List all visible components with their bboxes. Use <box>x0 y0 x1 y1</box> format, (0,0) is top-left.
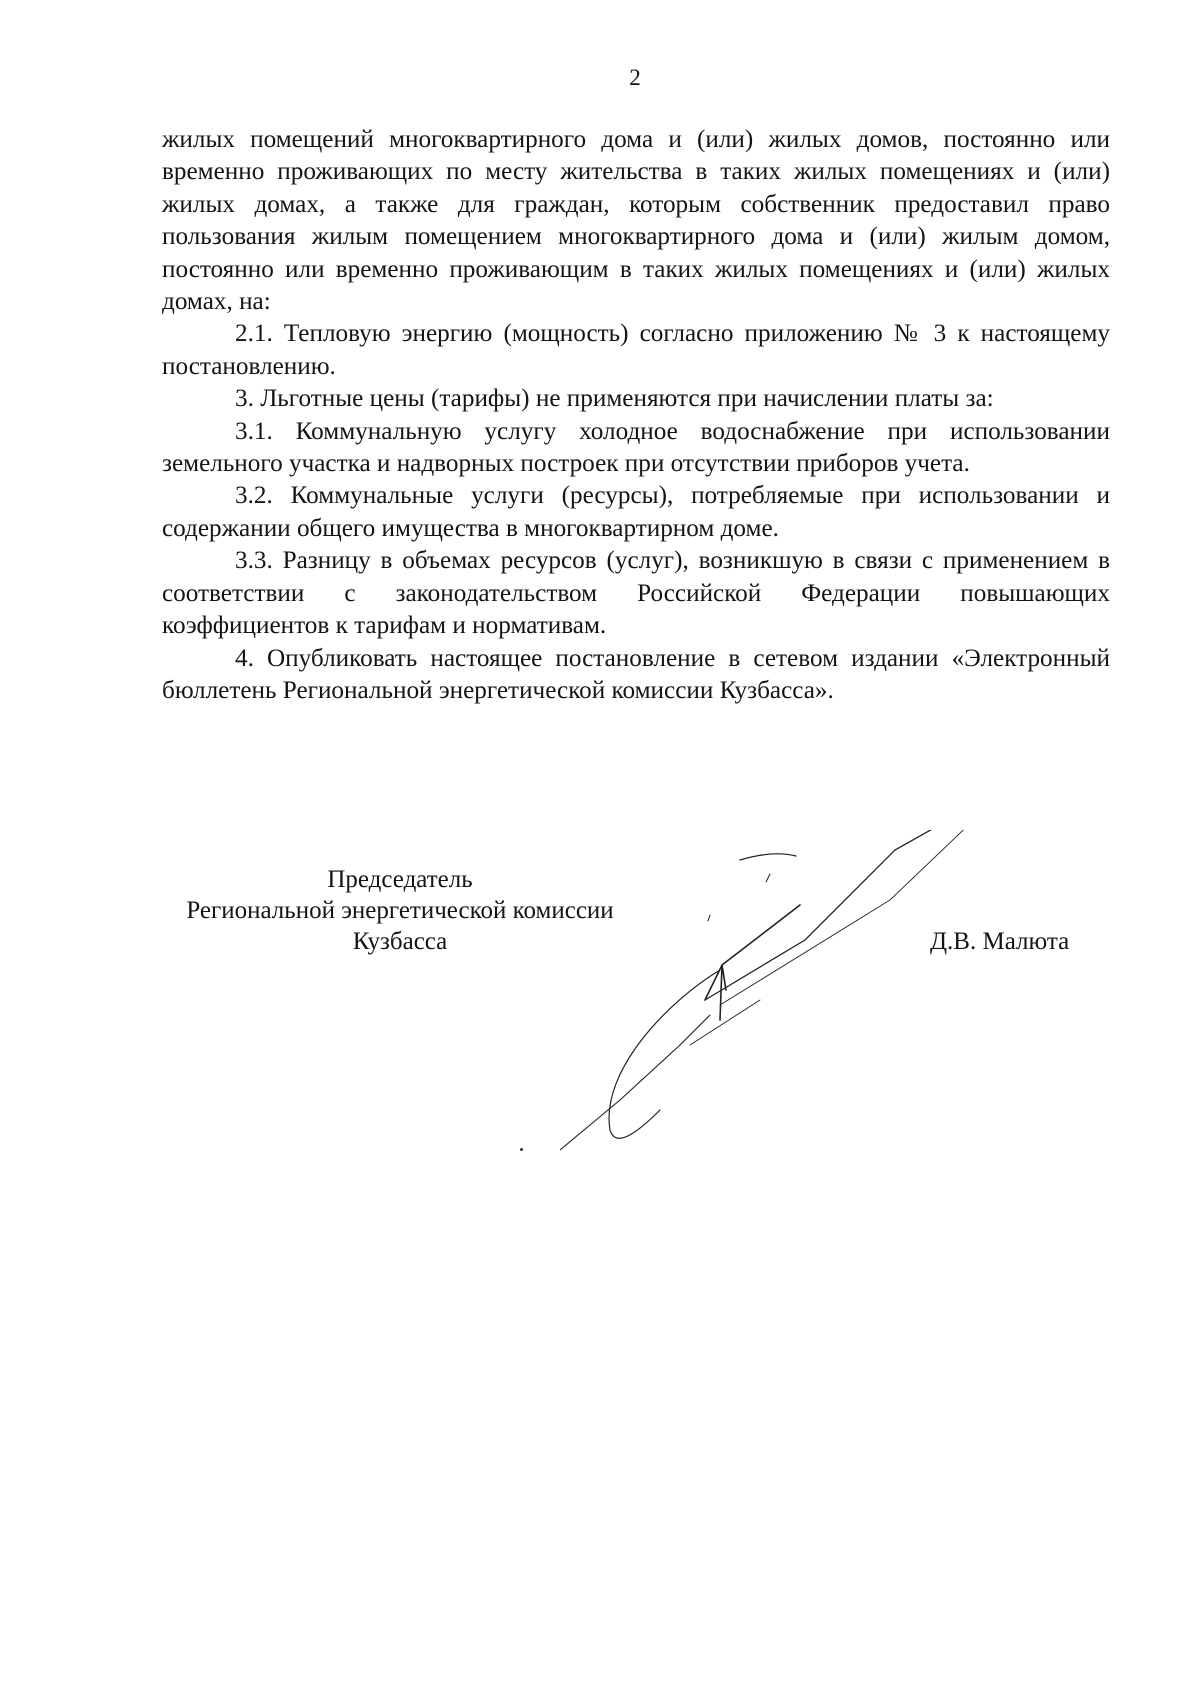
paragraph-3-2: 3.2. Коммунальные услуги (ресурсы), потребляемые при использовании и содержании общего имущества в многоквартирном доме. <box>162 482 1110 542</box>
signatory-title-line-1: Председатель <box>327 866 473 893</box>
paragraph-2-1: 2.1. Тепловую энергию (мощность) согласно приложению № 3 к настоящему постановлению. <box>162 320 1110 380</box>
document-body <box>162 124 1110 707</box>
page-number: 2 <box>629 65 641 90</box>
signatory-name: Д.В. Малюта <box>930 928 1070 955</box>
handwritten-signature <box>560 830 990 1160</box>
stray-mark <box>520 1148 523 1151</box>
paragraph-3-3: 3.3. Разницу в объемах ресурсов (услуг), возникшую в связи с применением в соответствии с законодательством Российской Федерации повышающих коэффициентов к тарифам и нормативам. <box>162 547 1110 640</box>
paragraph-3-1: 3.1. Коммунальную услугу холодное водоснабжение при использовании земельного участка и надворных построек при отсутствии приборов учета. <box>162 417 1110 478</box>
paragraph-continuation: жилых помещений многоквартирного дома и (или) жилых домов, постоянно или временно проживающих по месту жительства в таких жилых помещениях и (или) жилых домах, а также для граждан, которым собственник предоставил право пользования жилым помещением многоквартирного дома и (или) жилым домом, постоянно или временно проживающим в таких жилых помещениях и (или) жилых домах, на: <box>162 126 1110 316</box>
signatory-title-line-2: Региональной энергетической комиссии <box>186 897 614 924</box>
signatory-title-line-3: Кузбасса <box>352 928 448 955</box>
paragraph-3: 3. Льготные цены (тарифы) не применяются при начислении платы за: <box>235 385 994 413</box>
paragraph-4: 4. Опубликовать настоящее постановление в сетевом издании «Электронный бюллетень Региональной энергетической комиссии Кузбасса». <box>162 644 1110 704</box>
